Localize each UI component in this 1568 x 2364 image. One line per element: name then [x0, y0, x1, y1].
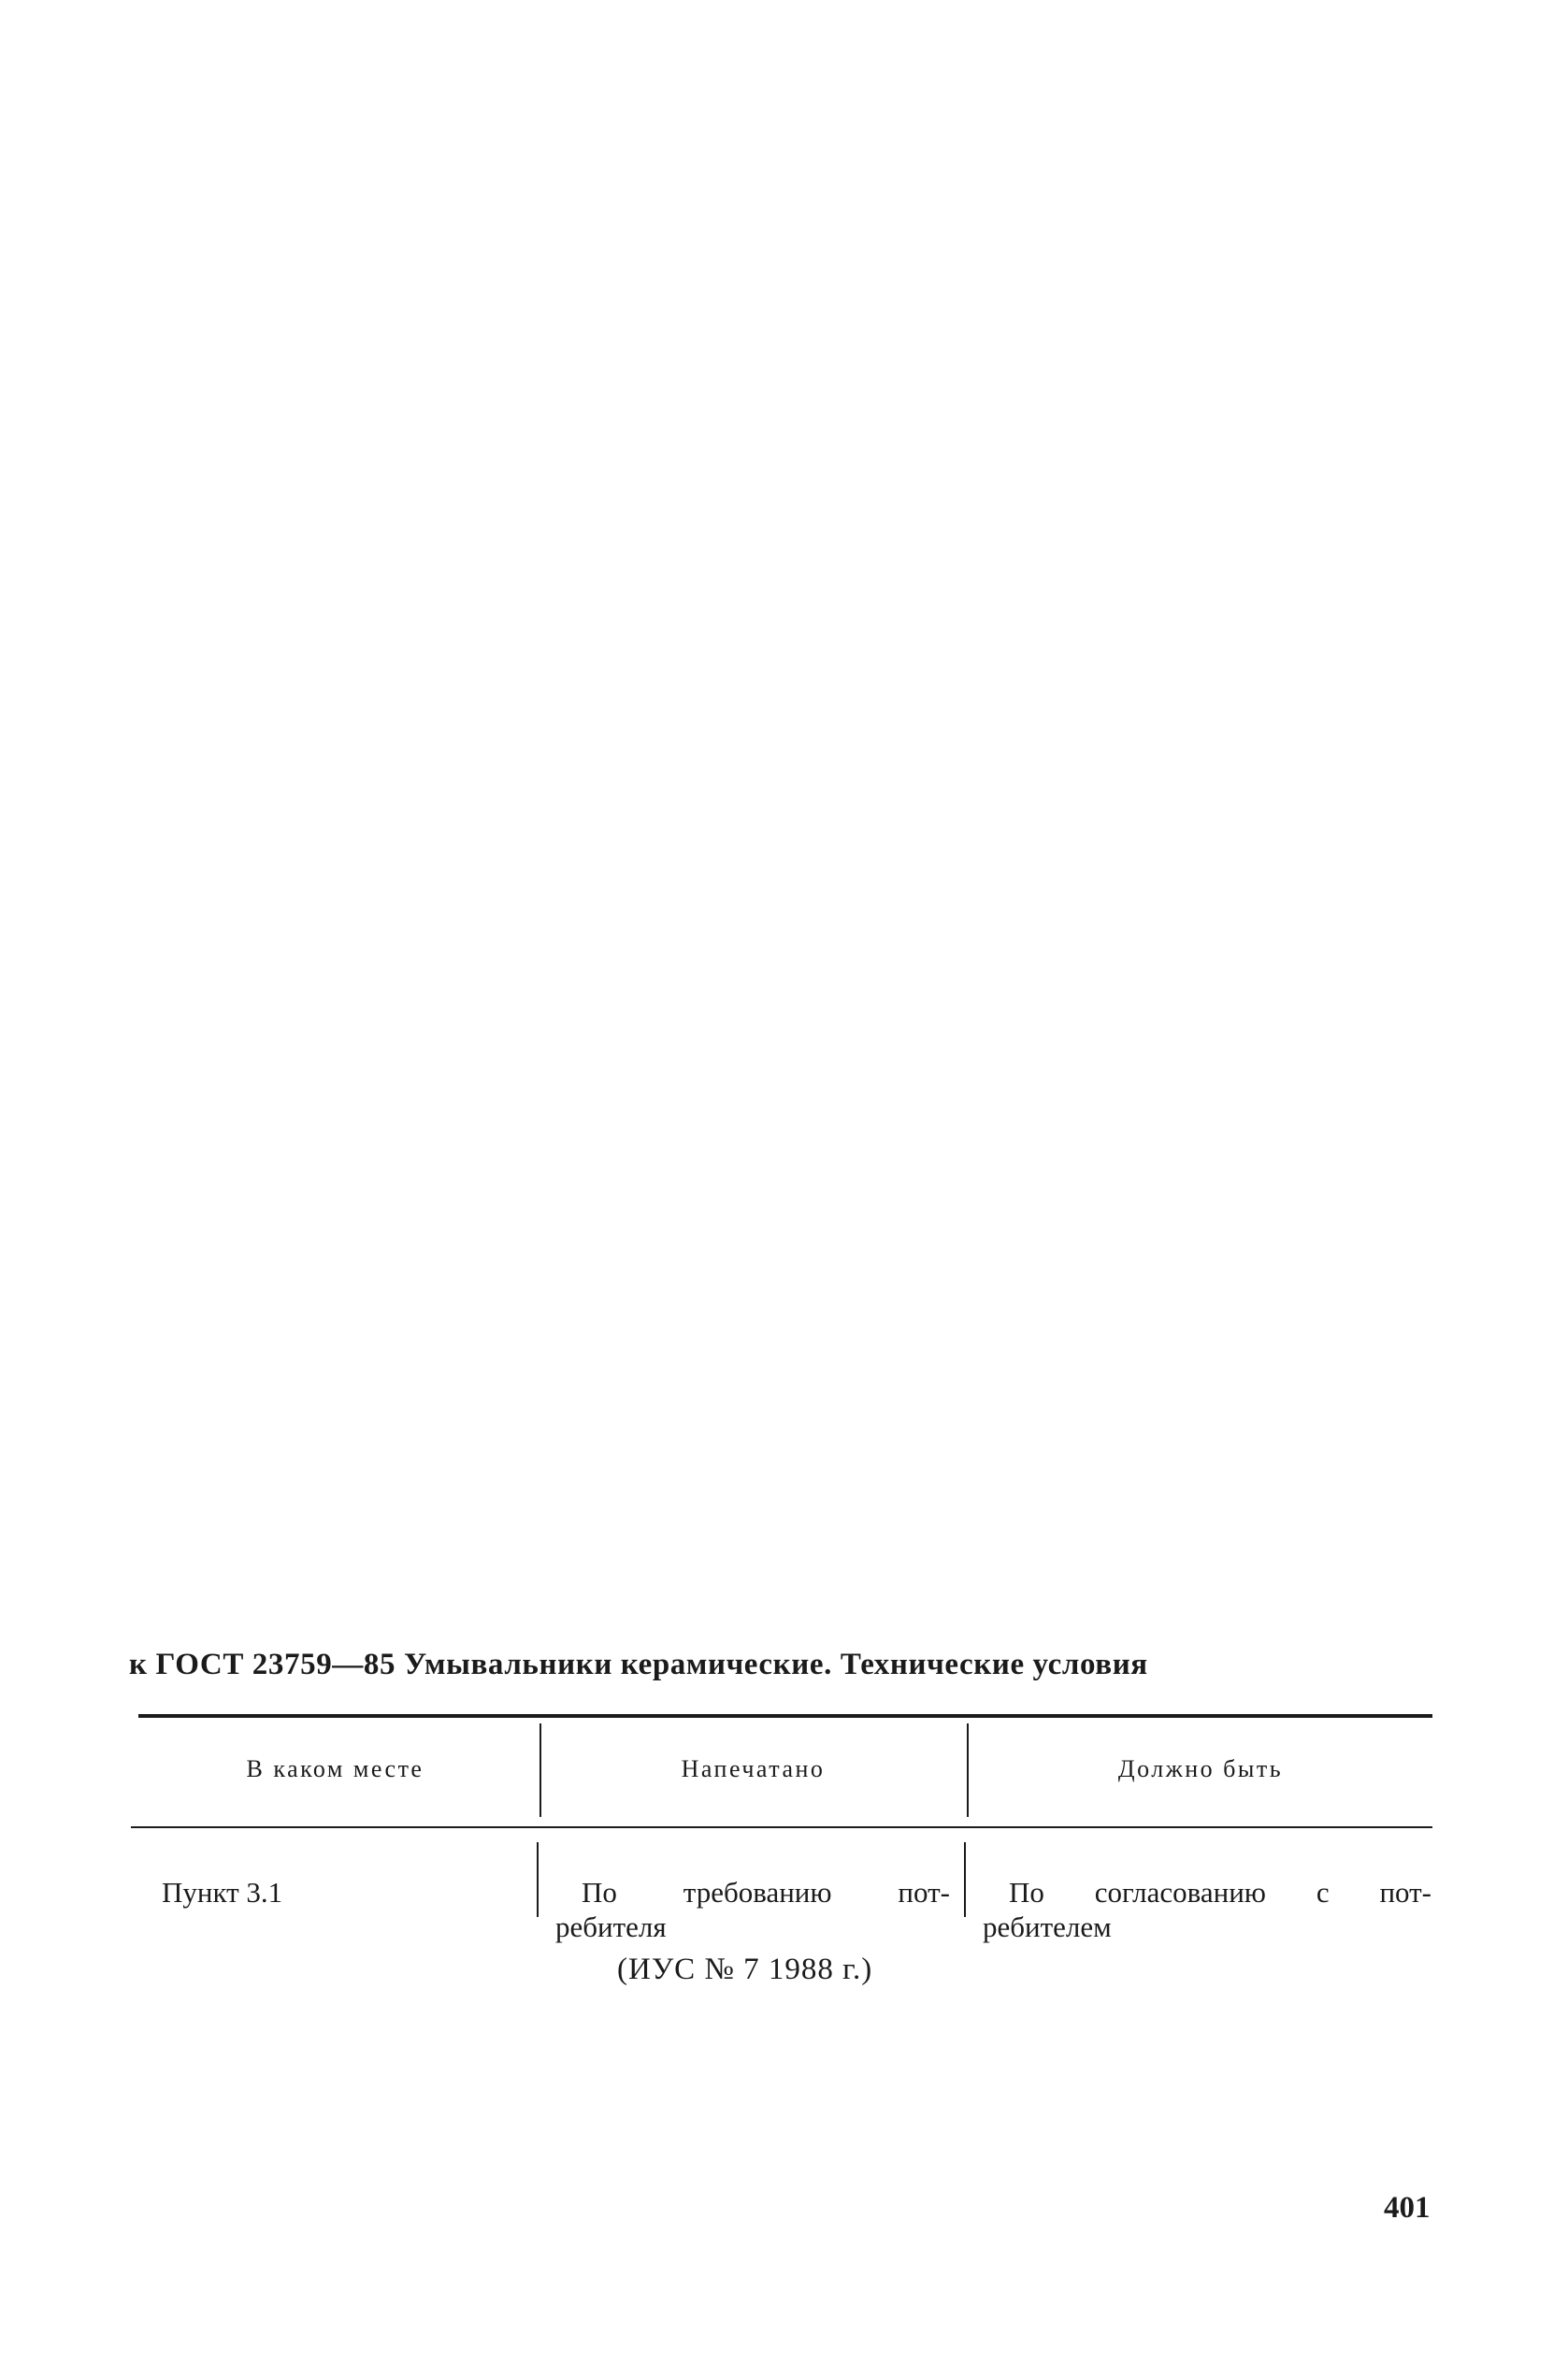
column-header-should-be: Должно быть [1117, 1755, 1284, 1782]
errata-table [131, 1714, 1440, 1957]
column-header-location: В каком месте [246, 1755, 424, 1782]
cell-location: Пункт 3.1 [162, 1876, 283, 1909]
column-divider [537, 1842, 539, 1917]
cell-printed [555, 1875, 950, 1944]
page-number: 401 [1384, 2191, 1431, 2225]
errata-heading: к ГОСТ 23759—85 Умывальники керамические. Технические условия [129, 1648, 1148, 1681]
cell-printed-line: ребителя [555, 1910, 667, 1943]
cell-should-be-line: По согласованию с пот- [1009, 1876, 1431, 1909]
cell-should-be-line: ребителем [983, 1910, 1112, 1943]
column-divider [964, 1842, 966, 1917]
source-note: (ИУС № 7 1988 г.) [617, 1953, 873, 1986]
cell-should-be [983, 1875, 1431, 1944]
table-header-rule [131, 1826, 1432, 1828]
table-top-rule [138, 1714, 1432, 1718]
column-header-printed: Напечатано [681, 1755, 826, 1782]
cell-printed-line: По требованию пот- [582, 1876, 950, 1909]
